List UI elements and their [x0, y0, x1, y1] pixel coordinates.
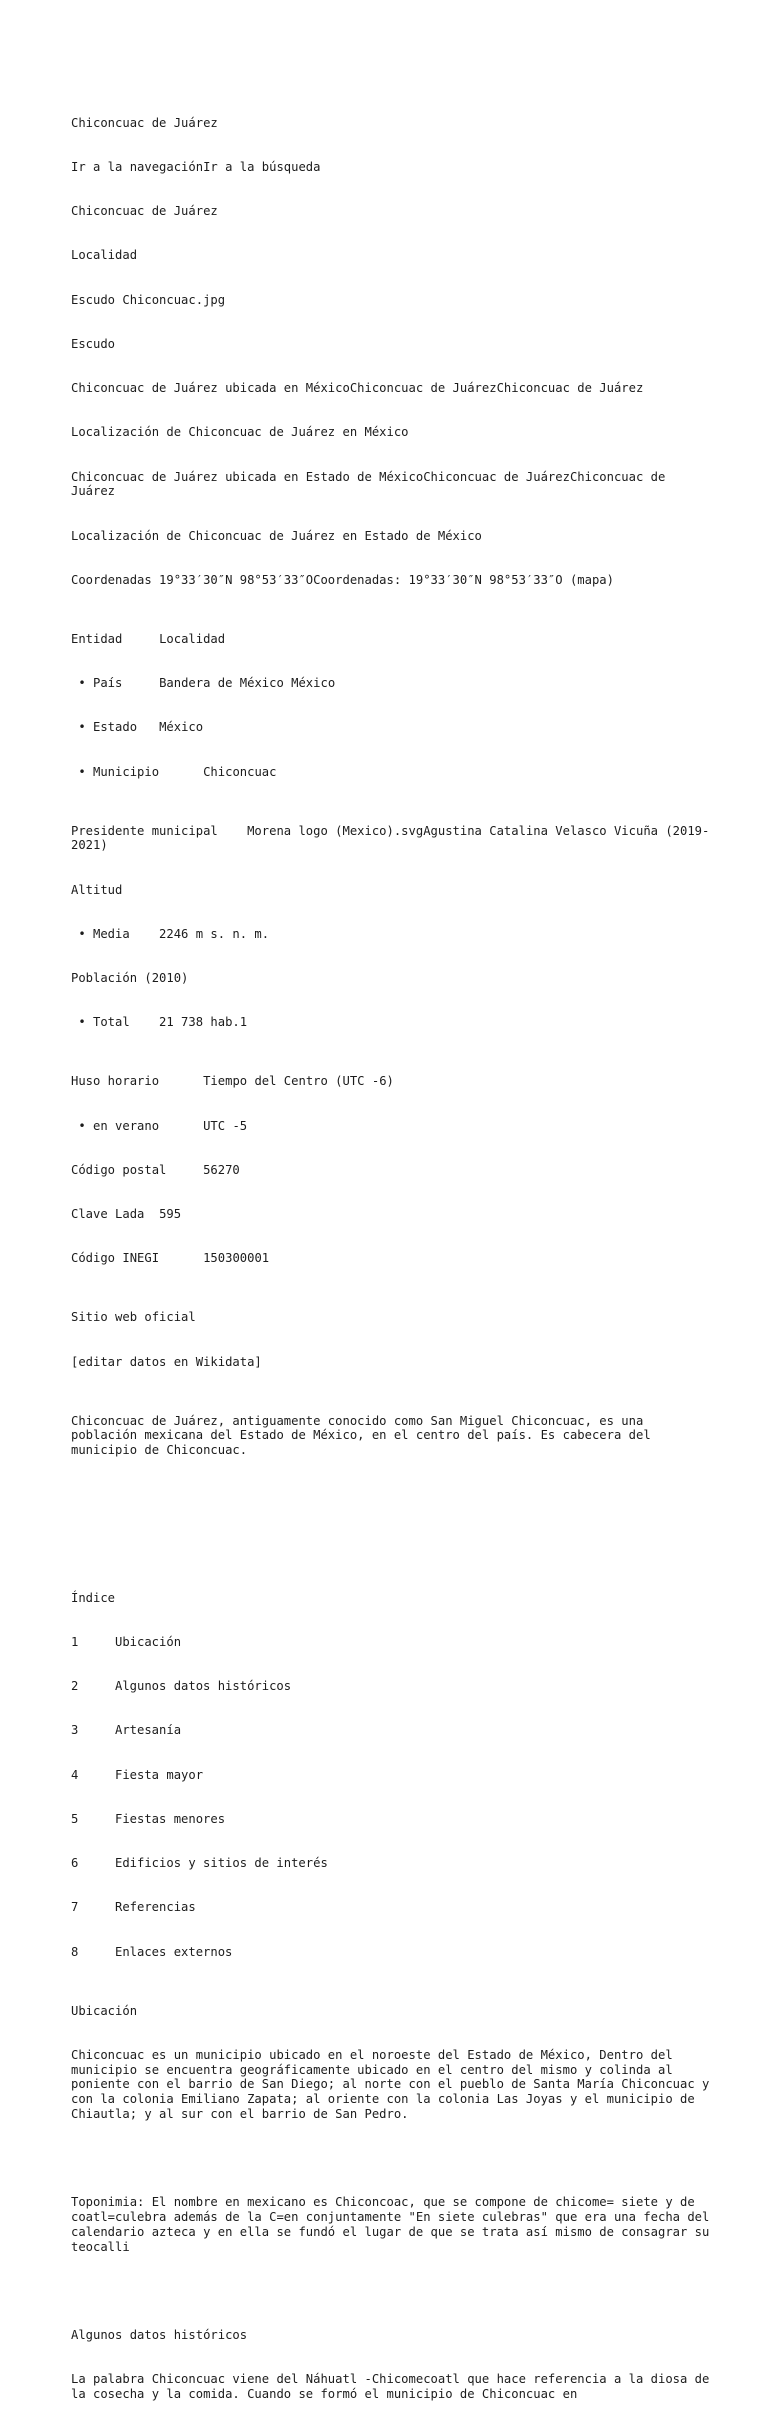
- spacer: [71, 1532, 711, 1547]
- coat-of-arms-label: Escudo: [71, 336, 116, 351]
- infobox-row-estado: • Estado México: [71, 720, 204, 735]
- ubicacion-paragraph: Chiconcuac es un municipio ubicado en el noroeste del Estado de México, Dentro del municipio se encuentra geográficamente ubicado en el centro del mismo y colinda al poniente con el barrio de San Diego; al norte con el pueblo de Santa María Chiconcuac y con la colonia Emiliano Zapata; al oriente con la colonia Las Joyas y el municipio de Chiautla; y al sur con el barrio de San Pedro.: [71, 2047, 717, 2121]
- map1-caption: Chiconcuac de Juárez ubicada en MéxicoChiconcuac de JuárezChiconcuac de Juárez: [71, 381, 644, 395]
- section-heading-historia: Algunos datos históricos: [71, 2328, 248, 2342]
- infobox-type: Localidad: [71, 248, 138, 263]
- infobox-row-municipio: • Municipio Chiconcuac: [71, 764, 277, 779]
- infobox-row-timezone: Huso horario Tiempo del Centro (UTC -6): [71, 1074, 394, 1089]
- toc-item-referencias[interactable]: 7 Referencias: [71, 1900, 196, 1915]
- skip-links[interactable]: Ir a la navegaciónIr a la búsqueda: [71, 159, 321, 174]
- infobox-row-entidad: Entidad Localidad: [71, 631, 226, 646]
- toc-item-fiestas-menores[interactable]: 5 Fiestas menores: [71, 1811, 226, 1826]
- map2-caption: Chiconcuac de Juárez ubicada en Estado de MéxicoChiconcuac de JuárezChiconcuac de Juárez: [71, 469, 673, 499]
- spacer: [71, 2151, 711, 2166]
- toc-item-historia[interactable]: 2 Algunos datos históricos: [71, 1679, 292, 1693]
- infobox-row-inegi: Código INEGI 150300001: [71, 1251, 270, 1266]
- infobox-row-pais: • País Bandera de México México: [71, 676, 336, 690]
- toc-item-edificios[interactable]: 6 Edificios y sitios de interés: [71, 1856, 328, 1870]
- toponimia-paragraph: Toponimia: El nombre en mexicano es Chiconcoac, que se compone de chicome= siete y de coatl=culebra además de la C=en conjuntamente "En siete culebras" que era una fecha del calendario azteca y en ella se fundó el lugar de que se trata así mismo de consagrar su teocalli: [71, 2195, 717, 2254]
- infobox-altitude-row: • Media 2246 m s. n. m.: [71, 926, 270, 941]
- infobox-row-lada: Clave Lada 595: [71, 1207, 182, 1221]
- coat-of-arms-file[interactable]: Escudo Chiconcuac.jpg: [71, 292, 226, 307]
- toc-title: Índice: [71, 1590, 116, 1605]
- map2-title: Localización de Chiconcuac de Juárez en Estado de México: [71, 528, 482, 543]
- country-link[interactable]: Bandera de México México: [159, 676, 336, 690]
- municipality-link[interactable]: Chiconcuac: [203, 764, 277, 779]
- section-heading-ubicacion: Ubicación: [71, 2003, 138, 2018]
- map1-title: Localización de Chiconcuac de Juárez en México: [71, 425, 409, 440]
- spacer: [71, 1487, 711, 1502]
- toc-item-enlaces[interactable]: 8 Enlaces externos: [71, 1944, 233, 1959]
- intro-paragraph: Chiconcuac de Juárez, antiguamente conocido como San Miguel Chiconcuac, es una población mexicana del Estado de México, en el centro del país. Es cabecera del municipio de Chiconcuac.: [71, 1413, 659, 1457]
- infobox-row-postal: Código postal 56270: [71, 1162, 240, 1177]
- infobox-population-label: Población (2010): [71, 971, 189, 985]
- spacer: [71, 2284, 711, 2299]
- page-title: Chiconcuac de Juárez: [71, 115, 218, 130]
- historia-paragraph: La palabra Chiconcuac viene del Náhuatl -Chicomecoatl que hace referencia a la diosa de la cosecha y la comida. Cuando se formó el municipio de Chiconcuac en: [71, 2372, 717, 2401]
- toc-item-fiesta-mayor[interactable]: 4 Fiesta mayor: [71, 1767, 204, 1782]
- edit-wikidata-link[interactable]: [editar datos en Wikidata]: [71, 1354, 262, 1369]
- toc-item-ubicacion[interactable]: 1 Ubicación: [71, 1634, 182, 1649]
- infobox-row-summer: • en verano UTC -5: [71, 1118, 248, 1133]
- coordinates[interactable]: Coordenadas 19°33′30″N 98°53′33″OCoordenadas: 19°33′30″N 98°53′33″O (mapa): [71, 572, 614, 587]
- document-page: [71, 86, 717, 2417]
- infobox-president: Presidente municipal Morena logo (Mexico).svgAgustina Catalina Velasco Vicuña (2019-2021): [71, 823, 710, 853]
- infobox-name: Chiconcuac de Juárez: [71, 204, 218, 218]
- infobox-altitude-label: Altitud: [71, 882, 123, 897]
- toc-item-artesania[interactable]: 3 Artesanía: [71, 1723, 182, 1738]
- state-link[interactable]: México: [159, 720, 204, 735]
- infobox-population-row: • Total 21 738 hab.1: [71, 1015, 248, 1030]
- official-website-link[interactable]: Sitio web oficial: [71, 1310, 196, 1325]
